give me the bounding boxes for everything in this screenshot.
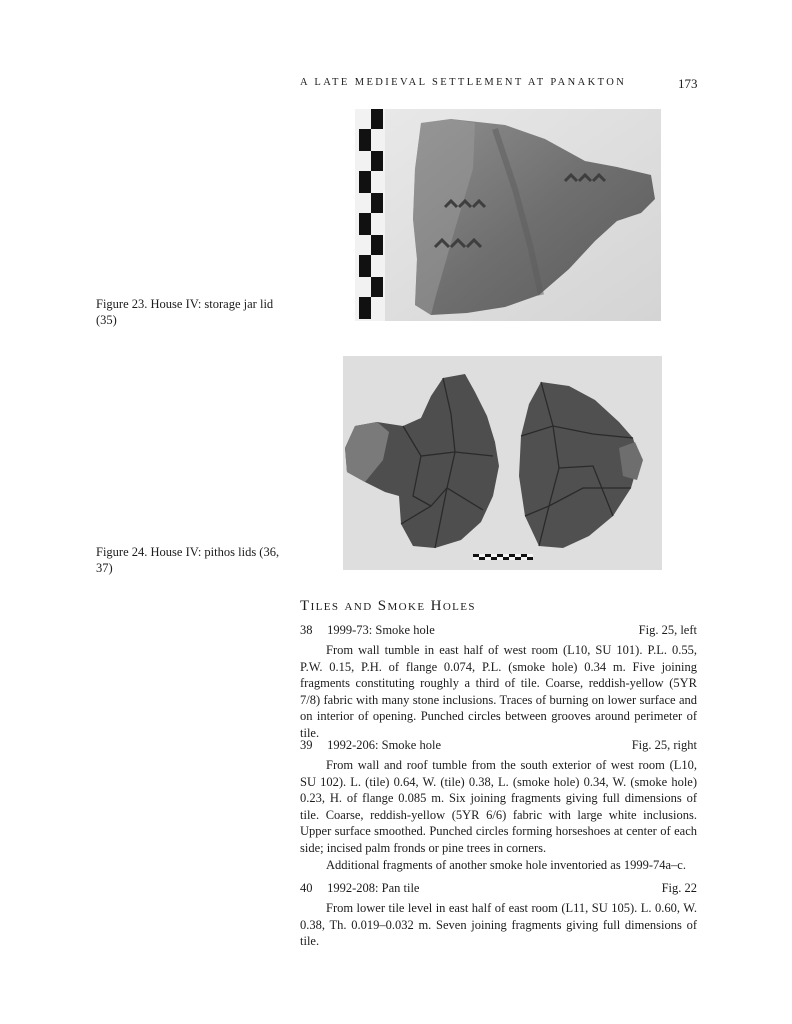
entry-figure-ref: Fig. 25, right [631, 738, 697, 752]
scale-bar-icon [355, 109, 385, 321]
entry-header [300, 737, 697, 754]
storage-jar-lid-photo [355, 109, 661, 321]
entry-header [300, 622, 697, 639]
entry-title: 1992-208: Pan tile [327, 881, 420, 895]
entry-title: 1992-206: Smoke hole [327, 738, 442, 752]
page-number: 173 [678, 76, 698, 91]
figure-23-caption: Figure 23. House IV: storage jar lid (35) [96, 297, 274, 327]
entry-header [300, 880, 697, 897]
entry-number: 40 [300, 881, 313, 895]
entry-figure-ref: Fig. 22 [661, 881, 697, 895]
entry-number: 38 [300, 623, 313, 637]
entry-body: From wall and roof tumble from the south exterior of west room (L10, SU 102). L. (tile) 0.64, W. (tile) 0.38, L. (smoke hole) 0.34, W. (smoke hole) 0.23, H. of flange 0.085 m. Six joining fragments giving full dimensions of tile. Coarse, reddish-yellow (5YR 6/6) fabric with large white inclusions. Upper surface smoothed. Punched circles forming horseshoes at center of each side; incised palm fronds or pine trees in corners. [300, 758, 697, 855]
figure-24-caption: Figure 24. House IV: pithos lids (36, 37) [96, 545, 280, 575]
catalog-entry [300, 622, 697, 742]
entry-body: From lower tile level in east half of east room (L11, SU 105). L. 0.60, W. 0.38, Th. 0.019–0.032 m. Seven joining fragments giving full dimensions of tile. [300, 901, 697, 949]
scale-bar-icon [473, 554, 533, 560]
entry-body: From wall tumble in east half of west room (L10, SU 101). P.L. 0.55, P.W. 0.15, P.H. of flange 0.074, P.L. (smoke hole) 0.34 m. Five joining fragments constituting roughly a third of tile. Coarse, reddish-yellow (5YR 7/8) fabric with many stone inclusions. Traces of burning on lower surface and on interior of opening. Punched circles between grooves around perimeter of tile. [300, 643, 697, 740]
pithos-lids-photo [343, 356, 662, 570]
entry-number: 39 [300, 738, 313, 752]
section-heading: Tiles and Smoke Holes [300, 598, 476, 614]
entry-figure-ref: Fig. 25, left [638, 623, 697, 637]
catalog-entry [300, 880, 697, 950]
entry-note: Additional fragments of another smoke hole inventoried as 1999-74a–c. [326, 857, 686, 872]
catalog-entry [300, 737, 697, 873]
entry-title: 1999-73: Smoke hole [327, 623, 435, 637]
running-head: A LATE MEDIEVAL SETTLEMENT AT PANAKTON [300, 77, 627, 88]
